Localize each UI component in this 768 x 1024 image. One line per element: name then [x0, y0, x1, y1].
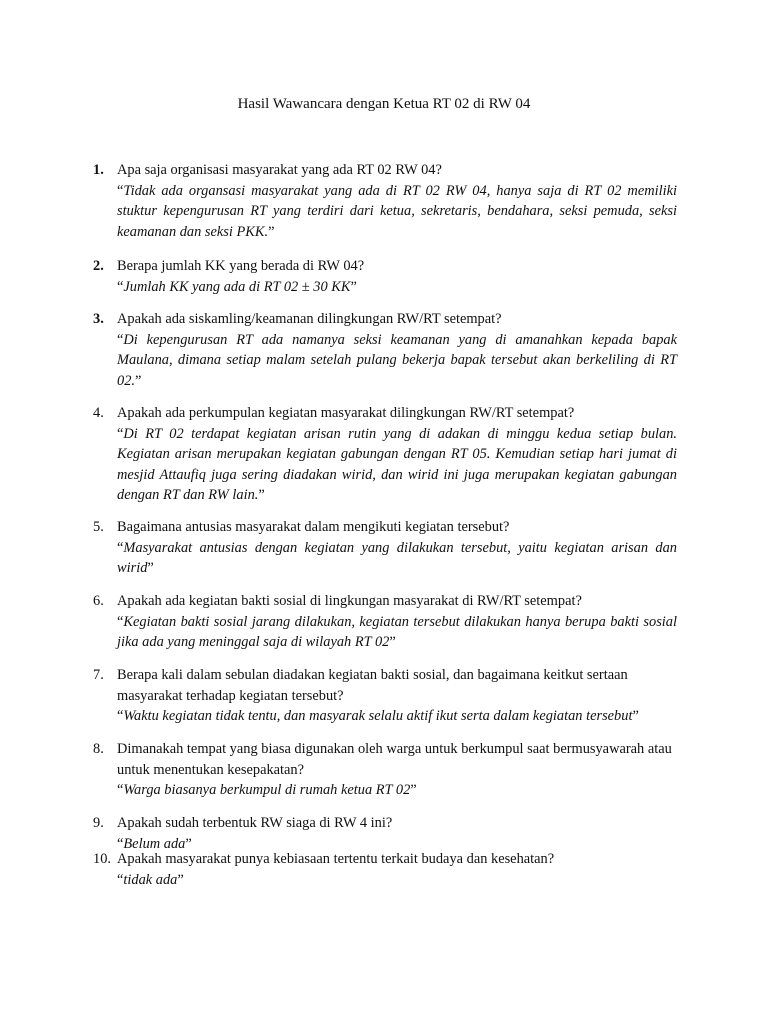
answer-body: Waktu kegiatan tidak tentu, dan masyarak selalu aktif ikut serta dalam kegiatan tersebut	[123, 708, 633, 724]
qa-item-5	[93, 517, 677, 579]
answer-text: “tidak ada”	[117, 871, 184, 888]
qa-item-9	[93, 813, 677, 854]
answer-body: Tidak ada organsasi masyarakat yang ada di RT 02 RW 04, hanya saja di RT 02 memiliki stuktur kepengurusan RT yang terdiri dari ketua, sekretaris, bendahara, seksi pemuda, seksi keamanan dan seksi PKK.	[117, 182, 677, 240]
question-text: Berapa kali dalam sebulan diadakan kegiatan bakti sosial, dan bagaimana keitkut sertaan masyarakat terhadap kegiatan tersebut?	[117, 667, 628, 704]
question-text: Apa saja organisasi masyarakat yang ada RT 02 RW 04?	[117, 162, 442, 178]
item-number: 7.	[93, 667, 104, 683]
question-text: Apakah ada siskamling/keamanan dilingkungan RW/RT setempat?	[117, 311, 502, 327]
answer-text: “Waktu kegiatan tidak tentu, dan masyarak selalu aktif ikut serta dalam kegiatan tersebut”	[117, 708, 639, 724]
qa-item-8	[93, 739, 677, 801]
answer-text: “Kegiatan bakti sosial jarang dilakukan, kegiatan tersebut dilakukan hanya berupa bakti sosial jika ada yang meninggal saja di wilayah RT 02”	[117, 613, 677, 650]
answer-body: Kegiatan bakti sosial jarang dilakukan, kegiatan tersebut dilakukan hanya berupa bakti sosial jika ada yang meninggal saja di wilayah RT 02	[117, 613, 677, 650]
answer-text: “Di kepengurusan RT ada namanya seksi keamanan yang di amanahkan kepada bapak Maulana, dimana setiap malam setelah pulang bekerja bapak tersebut akan berkeliling di RT 02.”	[117, 331, 677, 389]
document-title: Hasil Wawancara dengan Ketua RT 02 di RW 04	[237, 96, 531, 112]
item-number: 2.	[93, 258, 104, 274]
item-number: 5.	[93, 519, 104, 535]
question-text: Bagaimana antusias masyarakat dalam mengikuti kegiatan tersebut?	[117, 519, 510, 535]
question-text: Apakah ada perkumpulan kegiatan masyarakat dilingkungan RW/RT setempat?	[117, 405, 575, 421]
item-number: 8.	[93, 741, 104, 757]
answer-text: “Masyarakat antusias dengan kegiatan yang dilakukan tersebut, yaitu kegiatan arisan dan wirid”	[117, 539, 677, 576]
item-number: 4.	[93, 405, 104, 421]
answer-text: “Di RT 02 terdapat kegiatan arisan rutin yang di adakan di minggu kedua setiap bulan. Kegiatan arisan merupakan kegiatan gabungan dengan RT 05. Kemudian setiap hari jumat di mesjid Attaufiq juga sering diadakan wirid, dan wirid ini juga merupakan kegiatan gabungan dengan RT dan RW lain.”	[117, 425, 677, 503]
answer-text: “Jumlah KK yang ada di RT 02 ± 30 KK”	[117, 278, 357, 295]
answer-body: Di RT 02 terdapat kegiatan arisan rutin yang di adakan di minggu kedua setiap bulan. Kegiatan arisan merupakan kegiatan gabungan dengan RT 05. Kemudian setiap hari jumat di mesjid Attaufiq juga sering diadakan wirid, dan wirid ini juga merupakan kegiatan gabungan dengan RT dan RW lain.	[117, 425, 677, 503]
item-number: 9.	[93, 815, 104, 831]
answer-text: “Tidak ada organsasi masyarakat yang ada di RT 02 RW 04, hanya saja di RT 02 memiliki stuktur kepengurusan RT yang terdiri dari ketua, sekretaris, bendahara, seksi pemuda, seksi keamanan dan seksi PKK.”	[117, 182, 677, 240]
item-number: 10.	[93, 851, 111, 867]
item-number: 3.	[93, 311, 104, 327]
question-text: Dimanakah tempat yang biasa digunakan oleh warga untuk berkumpul saat bermusyawarah atau untuk menentukan kesepakatan?	[117, 741, 672, 778]
question-text: Apakah ada kegiatan bakti sosial di lingkungan masyarakat di RW/RT setempat?	[117, 593, 582, 609]
answer-body: Jumlah KK yang ada di RT 02 ± 30 KK	[123, 278, 351, 295]
answer-body: Belum ada	[123, 835, 186, 852]
answer-body: Masyarakat antusias dengan kegiatan yang dilakukan tersebut, yaitu kegiatan arisan dan wirid	[117, 539, 677, 576]
qa-item-2	[93, 256, 677, 297]
qa-item-6	[93, 591, 677, 653]
question-text: Apakah masyarakat punya kebiasaan tertentu terkait budaya dan kesehatan?	[117, 851, 555, 867]
item-number: 1.	[93, 162, 104, 178]
answer-text: “Warga biasanya berkumpul di rumah ketua RT 02”	[117, 782, 417, 798]
qa-item-1	[93, 160, 677, 242]
answer-body: Di kepengurusan RT ada namanya seksi keamanan yang di amanahkan kepada bapak Maulana, dimana setiap malam setelah pulang bekerja bapak tersebut akan berkeliling di RT 02.	[117, 331, 677, 389]
answer-text: “Belum ada”	[117, 835, 192, 852]
question-text: Apakah sudah terbentuk RW siaga di RW 4 ini?	[117, 815, 393, 831]
item-number: 6.	[93, 593, 104, 609]
qa-item-7	[93, 665, 677, 727]
question-text: Berapa jumlah KK yang berada di RW 04?	[117, 258, 365, 274]
answer-body: tidak ada	[123, 871, 178, 888]
answer-body: Warga biasanya berkumpul di rumah ketua RT 02	[123, 782, 411, 798]
qa-item-4	[93, 403, 677, 506]
qa-item-3	[93, 309, 677, 391]
qa-item-10	[93, 849, 677, 890]
